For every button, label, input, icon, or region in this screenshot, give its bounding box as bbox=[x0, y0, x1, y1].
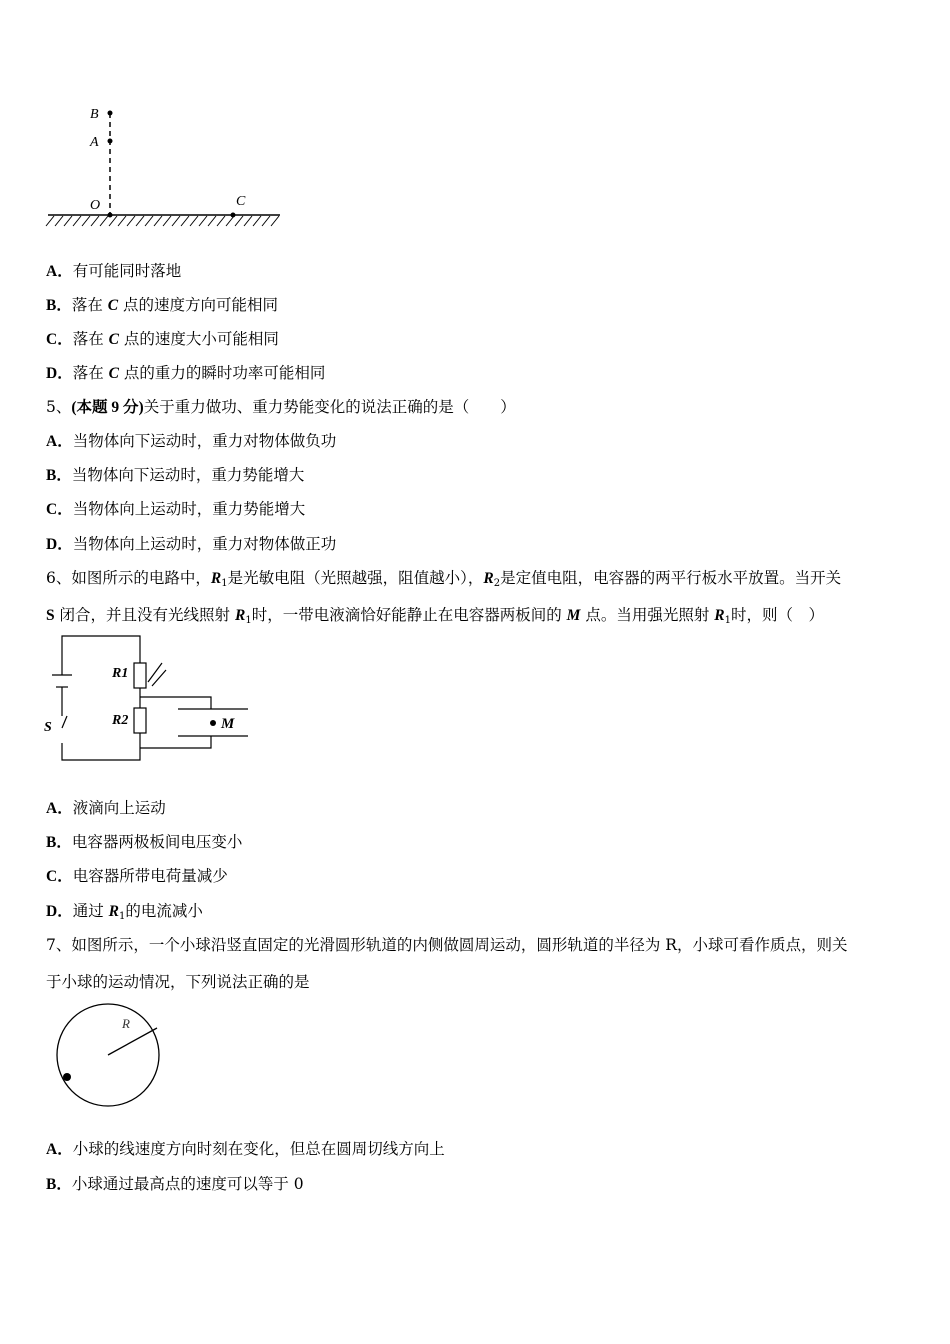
ground-hatch bbox=[181, 216, 189, 226]
ground-hatch bbox=[199, 216, 207, 226]
q6-option-b: B．电容器两极板间电压变小 bbox=[46, 833, 243, 851]
q4-option-c: C．落在 C 点的速度大小可能相同 bbox=[46, 330, 279, 348]
q7-option-b: B．小球通过最高点的速度可以等于 0 bbox=[46, 1175, 304, 1193]
ground-hatch bbox=[145, 216, 153, 226]
ground-hatch bbox=[217, 216, 225, 226]
label-radius: R bbox=[122, 1016, 130, 1031]
label-s: S bbox=[44, 720, 52, 735]
label-A: A bbox=[90, 135, 99, 150]
ground-hatch bbox=[262, 216, 270, 226]
label-B: B bbox=[90, 107, 99, 122]
ground-hatch bbox=[118, 216, 126, 226]
q7-stem-line2: 于小球的运动情况，下列说法正确的是 bbox=[46, 973, 310, 991]
figure-circle-track bbox=[40, 1000, 180, 1120]
label-O: O bbox=[90, 198, 101, 213]
label-m: M bbox=[221, 716, 235, 732]
ground-hatch bbox=[73, 216, 81, 226]
label-C: C bbox=[236, 194, 246, 209]
ground-hatch bbox=[253, 216, 261, 226]
ground-hatch bbox=[163, 216, 171, 226]
q7-option-a: A．小球的线速度方向时刻在变化，但总在圆周切线方向上 bbox=[46, 1140, 445, 1158]
figure-circuit bbox=[40, 630, 260, 770]
ground-hatch bbox=[271, 216, 279, 226]
ground-hatch bbox=[55, 216, 63, 226]
q6-option-a: A．液滴向上运动 bbox=[46, 799, 166, 817]
q4-option-a: A．有可能同时落地 bbox=[46, 262, 182, 280]
ground-hatch bbox=[127, 216, 135, 226]
label-r1: R1 bbox=[112, 666, 129, 681]
ground-hatch bbox=[46, 216, 54, 226]
q4-option-b: B．落在 C 点的速度方向可能相同 bbox=[46, 296, 279, 314]
q6-option-d: D．通过 $R_1$的电流减小 bbox=[46, 902, 203, 922]
ground-hatch bbox=[244, 216, 252, 226]
ground-hatch bbox=[226, 216, 234, 226]
q5-option-a: A．当物体向下运动时，重力对物体做负功 bbox=[46, 432, 337, 450]
ground-hatch bbox=[208, 216, 216, 226]
ground-hatch bbox=[172, 216, 180, 226]
label-r2: R2 bbox=[112, 713, 129, 728]
ground-hatch bbox=[82, 216, 90, 226]
q4-option-d: D．落在 C 点的重力的瞬时功率可能相同 bbox=[46, 364, 326, 382]
q6-stem-line1: 6、如图所示的电路中，$R_1$是光敏电阻（光照越强，阻值越小），$R_2$是定值电阻，电容器的两平行板水平放置。当开关 bbox=[46, 569, 842, 589]
figure-projectile bbox=[40, 95, 300, 235]
ground-hatch bbox=[109, 216, 117, 226]
q7-stem-line1: 7、如图所示，一个小球沿竖直固定的光滑圆形轨道的内侧做圆周运动，圆形轨道的半径为 R，小球可看作质点，则关 bbox=[46, 936, 848, 954]
ground-hatch bbox=[91, 216, 99, 226]
ground-hatch bbox=[136, 216, 144, 226]
ground-hatch bbox=[190, 216, 198, 226]
ground-hatch bbox=[64, 216, 72, 226]
ground-hatch bbox=[100, 216, 108, 226]
q6-stem-line2: S 闭合，并且没有光线照射 $R_1$时，一带电液滴恰好能静止在电容器两板间的 M 点。当用强光照射 $R_1$时，则（ ） bbox=[46, 606, 825, 626]
q5-stem: 5、(本题 9 分)关于重力做功、重力势能变化的说法正确的是（ ） bbox=[46, 398, 516, 416]
q5-option-c: C．当物体向上运动时，重力势能增大 bbox=[46, 500, 306, 518]
q5-option-b: B．当物体向下运动时，重力势能增大 bbox=[46, 466, 305, 484]
ground-hatch bbox=[235, 216, 243, 226]
q5-option-d: D．当物体向上运动时，重力对物体做正功 bbox=[46, 535, 337, 553]
q6-option-c: C．电容器所带电荷量减少 bbox=[46, 867, 228, 885]
ground-hatch bbox=[154, 216, 162, 226]
